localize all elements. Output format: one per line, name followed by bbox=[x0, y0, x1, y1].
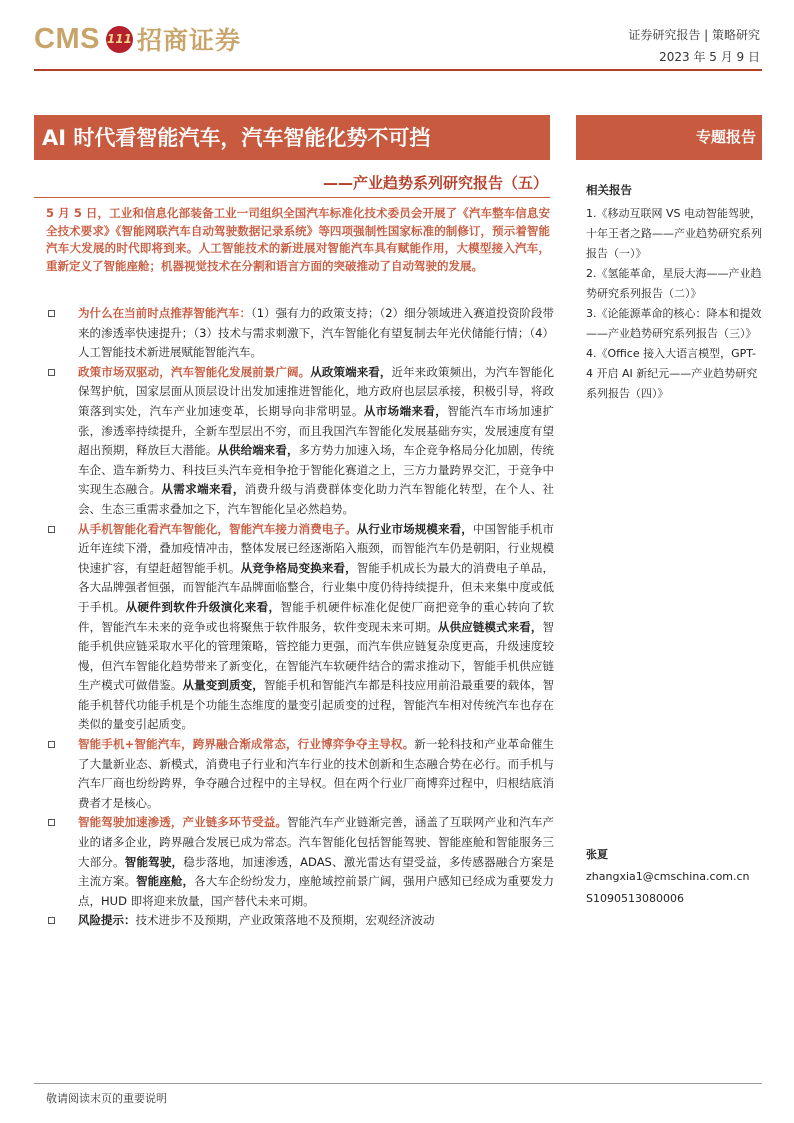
bullet-text: 智能手机和智能汽车都是科技应用前沿最重要的载体，智能手机替代功能手机是个功能生态维度的量变引起质变的过程，智能汽车相对传统汽车也存在类似的量变引起质变。 bbox=[78, 678, 555, 732]
bullet-text: 稳步落地，加速渗透，ADAS、激光雷达有望受益，多传感器融合方案是主流方案。 bbox=[78, 854, 555, 889]
related-reports-title: 相关报告 bbox=[586, 183, 632, 197]
bullet-emphasis-text: 智能座舱， bbox=[136, 874, 195, 889]
company-logo bbox=[34, 22, 241, 56]
bullet-paragraph bbox=[42, 911, 554, 931]
related-report-item[interactable]: 3.《论能源革命的核心：降本和提效——产业趋势研究系列报告（三）》 bbox=[586, 307, 762, 340]
bullet-text: 各大车企纷纷发力，座舱域控前景广阔，强用户感知已经成为重要发力点，HUD 即将迎来放量，国产替代未来可期。 bbox=[78, 874, 554, 908]
bullet-text: 中国智能手机市近年连续下滑，叠加疫情冲击，整体发展已经逐渐陷入瓶颈，而智能汽车仍是朝阳，行业规模快速扩容，有望赶超智能手机。 bbox=[78, 521, 555, 575]
bullet-emphasis-text: 从需求端来看， bbox=[161, 482, 245, 497]
related-report-item[interactable]: 1.《移动互联网 VS 电动智能驾驶，十年王者之路——产业趋势研究系列报告（一）》 bbox=[586, 207, 762, 260]
bullet-emphasis-text: 从手机智能化看汽车智能化，智能汽车接力消费电子。 bbox=[78, 521, 357, 536]
bullet-emphasis-text: 从供给端来看， bbox=[217, 443, 299, 458]
bullet-emphasis-text: 政策市场双驱动，汽车智能化发展前景广阔。 bbox=[78, 364, 311, 379]
report-subtitle: ——产业趋势系列研究报告（五） bbox=[322, 174, 548, 192]
bullet-emphasis-text: 智能驾驶， bbox=[124, 854, 184, 869]
logo-mark-icon: 111 bbox=[106, 26, 133, 53]
bullet-emphasis-text: 从量变到质变， bbox=[182, 678, 264, 693]
related-report-item[interactable]: 4.《Office 接入大语言模型，GPT-4 开启 AI 新纪元——产业趋势研究系列报告（四）》 bbox=[586, 347, 758, 400]
report-type-label: 专题报告 bbox=[695, 128, 756, 146]
report-category: 证券研究报告 | 策略研究 bbox=[628, 28, 760, 42]
logo-cn-text: 招商证券 bbox=[136, 26, 241, 55]
bullet-emphasis-text: 智能手机+智能汽车，跨界融合渐成常态，行业博弈争夺主导权。 bbox=[78, 737, 415, 752]
analyst-name: 张夏 bbox=[586, 848, 608, 861]
analyst-info bbox=[586, 844, 762, 910]
bullet-paragraph bbox=[42, 304, 554, 363]
related-report-item[interactable]: 2.《氢能革命，星辰大海——产业趋势研究系列报告（二）》 bbox=[586, 267, 762, 300]
bullet-emphasis-text: 从竞争格局变换来看， bbox=[240, 560, 357, 575]
bullet-emphasis-text: 从政策端来看， bbox=[310, 364, 392, 379]
report-date: 2023 年 5 月 9 日 bbox=[659, 50, 760, 64]
page-header bbox=[0, 0, 794, 70]
bullet-text: 智能汽车产业链渐完善，涵盖了互联网产业和汽车产业的诸多企业，跨界融合发展已成为常态。汽车智能化包括智能驾驶、智能座舱和智能服务三大部分。 bbox=[78, 815, 555, 869]
bullet-emphasis-text: 从市场端来看， bbox=[363, 403, 448, 418]
header-meta bbox=[628, 24, 760, 68]
footer-disclaimer: 敬请阅读末页的重要说明 bbox=[46, 1092, 167, 1105]
header-divider bbox=[34, 69, 762, 71]
square-bullet-icon bbox=[48, 526, 55, 533]
related-reports bbox=[586, 182, 762, 404]
bullet-text: （1）强有力的政策支持；（2）细分领域进入赛道投资阶段带来的渗透率快速提升；（3）技术与需求刺激下，汽车智能化有望复制去年光伏储能行情；（4）人工智能技术新进展赋能智能汽车。 bbox=[78, 306, 554, 360]
bullet-paragraph bbox=[42, 735, 554, 813]
analyst-email[interactable]: zhangxia1@cmschina.com.cn bbox=[586, 870, 750, 883]
square-bullet-icon bbox=[48, 819, 55, 826]
title-divider bbox=[34, 197, 550, 198]
bullet-text: 消费升级与消费群体变化助力汽车智能化转型，在个人、社会、生态三重需求叠加之下，汽车智能化呈必然趋势。 bbox=[78, 482, 555, 516]
summary-paragraph: 5 月 5 日，工业和信息化部装备工业一司组织全国汽车标准化技术委员会开展了《汽车整车信息安全技术要求》《智能网联汽车自动驾驶数据记录系统》等四项强制性国家标准的制修订，预示着智能汽车大发展的时代即将到来。人工智能技术的新进展对智能汽车具有赋能作用，大模型接入汽车，重新定义了智能座舱；机器视觉技术在分割和语言方面的突破推动了自动驾驶的发展。 bbox=[46, 206, 550, 273]
square-bullet-icon bbox=[48, 310, 55, 317]
square-bullet-icon bbox=[48, 741, 55, 748]
bullet-text: 技术进步不及预期，产业政策落地不及预期，宏观经济波动 bbox=[135, 913, 435, 928]
bullet-emphasis-text: 从行业市场规模来看， bbox=[356, 521, 473, 536]
bullet-emphasis-text: 从硬件到软件升级演化来看， bbox=[125, 599, 281, 614]
bullet-text: 智能手机供应链采取水平化的管理策略，管控能力更强，而汽车供应链复杂度更高，升级速度较慢，但汽车智能化趋势带来了新变化，在智能汽车软硬件结合的需求推动下，智能手机供应链生产模式可做借鉴。 bbox=[78, 619, 554, 693]
bullet-text: 智能汽车市场加速扩张，渗透率持续提升，全新车型层出不穷，而且我国汽车智能化发展基础夯实，发展速度有望超出预期，释放巨大潜能。 bbox=[78, 403, 554, 458]
bullet-paragraph bbox=[42, 520, 554, 736]
logo-cms-text: CMS bbox=[34, 22, 100, 55]
square-bullet-icon bbox=[48, 369, 55, 376]
bullet-text: 智能手机硬件标准化促使厂商把竞争的重心转向了软件，智能汽车未来的竞争或也将聚焦于软件服务，软件变现未来可期。 bbox=[78, 599, 555, 634]
bullet-paragraph bbox=[42, 813, 554, 911]
bullet-emphasis-text: 风险提示： bbox=[78, 913, 136, 928]
analyst-cert-number: S1090513080006 bbox=[586, 892, 684, 905]
report-title: AI 时代看智能汽车，汽车智能化势不可挡 bbox=[42, 126, 431, 150]
square-bullet-icon bbox=[48, 917, 55, 924]
bullet-paragraph bbox=[42, 363, 554, 520]
footer-divider bbox=[34, 1083, 762, 1084]
bullet-emphasis-text: 为什么在当前时点推荐智能汽车： bbox=[78, 306, 251, 320]
bullet-text: 智能手机成长为最大的消费电子单品，各大品牌强者恒强，而智能汽车品牌面临整合，行业集中度仍待持续提升，但未来集中度或低于手机。 bbox=[78, 560, 555, 614]
bullet-list bbox=[42, 304, 554, 931]
bullet-text: 新一轮科技和产业革命催生了大量新业态、新模式，消费电子行业和汽车行业的技术创新和生态融合势在必行。而手机与汽车厂商也纷纷跨界，争夺融合过程中的主导权。但在两个行业厂商博弈过程中，归根结底消费者才是核心。 bbox=[78, 737, 554, 810]
bullet-emphasis-text: 智能驾驶加速渗透，产业链多环节受益。 bbox=[78, 815, 288, 830]
bullet-emphasis-text: 从供应链模式来看， bbox=[437, 619, 543, 634]
bullet-text: 多方势力加速入场，车企竞争格局分化加剧，传统车企、造车新势力、科技巨头汽车竞相争抢于智能化赛道之上，三方力量跨界交汇，于竞争中实现生态融合。 bbox=[78, 443, 555, 497]
bullet-text: 近年来政策频出，为汽车智能化保驾护航，国家层面从顶层设计出发加速推进智能化，地方政府也层层承接，积极引导，将政策落到实处，汽车产业加速变革，长期导向非常明显。 bbox=[78, 364, 555, 418]
